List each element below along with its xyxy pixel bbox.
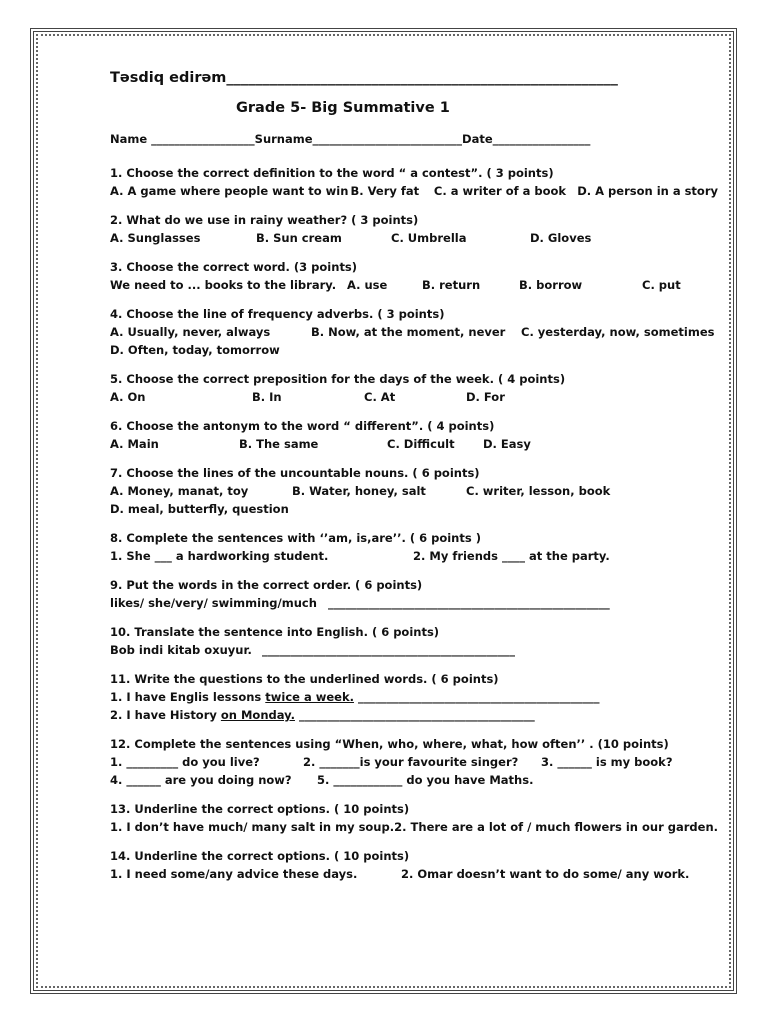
option-b: B. Very fat [350,184,420,198]
item-text: 2. I have History [110,708,221,722]
option-row [110,229,718,247]
option-row [110,323,718,341]
answer-blank[interactable]: _________________________________________________ [328,596,610,610]
option-a: A. use [347,278,388,292]
question-6 [110,417,718,453]
page-title: Grade 5- Big Summative 1 [236,100,450,116]
question-prompt: 10. Translate the sentence into English. ( 6 points) [110,625,440,639]
option-c: C. Difficult [387,437,455,451]
option-a: A. Sunglasses [110,231,201,245]
question-14 [110,847,718,883]
question-prompt: 7. Choose the lines of the uncountable nouns. ( 6 points) [110,466,480,480]
option-d: D. A person in a story [577,184,719,198]
worksheet [110,70,718,894]
question-3 [110,258,718,294]
item-5: 5. ____________ do you have Maths. [317,773,534,787]
question-7 [110,464,718,518]
item-row [110,547,718,565]
question-prompt: 8. Complete the sentences with ‘’am, is,are’’. ( 6 points ) [110,531,481,545]
option-row [110,482,718,500]
question-prompt: 12. Complete the sentences using “When, who, where, what, how often’’ . (10 points) [110,737,669,751]
question-prompt: 13. Underline the correct options. ( 10 points) [110,802,410,816]
question-11 [110,670,718,724]
question-12 [110,735,718,789]
option-b2: B. borrow [519,278,583,292]
question-1 [110,164,718,200]
answer-blank[interactable]: __________________________________________ [353,690,600,704]
question-5 [110,370,718,406]
question-4 [110,305,718,359]
option-row [110,182,718,200]
option-a: A. A game where people want to win [110,184,349,198]
question-prompt: 6. Choose the antonym to the word “ different”. ( 4 points) [110,419,495,433]
question-prompt: 1. Choose the correct definition to the word “ a contest”. ( 3 points) [110,166,554,180]
item-row-1 [110,753,718,771]
item-2 [110,706,718,724]
item-row [110,818,718,836]
item-row [110,865,718,883]
option-c: C. writer, lesson, book [466,484,611,498]
item-3: 3. ______ is my book? [541,755,673,769]
item-row-2 [110,771,718,789]
question-prompt: 3. Choose the correct word. (3 points) [110,260,358,274]
option-d: D. For [466,390,505,404]
option-row [110,388,718,406]
item-2: 2. _______is your favourite singer? [303,755,519,769]
item-1: 1. _________ do you live? [110,755,260,769]
question-prompt: 4. Choose the line of frequency adverbs. ( 3 points) [110,307,445,321]
option-b: B. The same [239,437,319,451]
answer-blank[interactable]: ____________________________________________ [262,643,515,657]
answer-blank[interactable]: _________________________________________ [294,708,535,722]
item-1: 1. I don’t have much/ many salt in my soup. [110,820,395,834]
option-a: A. Main [110,437,159,451]
option-a: A. On [110,390,146,404]
question-prompt: 11. Write the questions to the underlined words. ( 6 points) [110,672,499,686]
question-8 [110,529,718,565]
item-2: 2. There are a lot of / much flowers in our garden. [394,820,718,834]
question-prompt: 9. Put the words in the correct order. ( 6 points) [110,578,423,592]
item-1: 1. I need some/any advice these days. [110,867,358,881]
question-prompt: 5. Choose the correct preposition for the days of the week. ( 4 points) [110,372,566,386]
option-d: D. meal, butterfly, question [110,502,289,516]
question-stem: likes/ she/very/ swimming/much [110,596,317,610]
underlined-words: twice a week. [265,690,354,704]
approval-line: Təsdiq edirəm______________________________________________________ [110,70,618,86]
option-b: B. In [252,390,282,404]
item-text: 1. I have Englis lessons [110,690,266,704]
item-2: 2. My friends ____ at the party. [413,549,610,563]
question-stem: We need to ... books to the library. [110,278,337,292]
option-row [110,276,718,294]
underlined-words: on Monday. [220,708,295,722]
question-9 [110,576,718,612]
item-4: 4. ______ are you doing now? [110,773,292,787]
item-1 [110,688,718,706]
option-b: B. Now, at the moment, never [311,325,506,339]
option-b: B. Water, honey, salt [292,484,426,498]
question-13 [110,800,718,836]
option-row [110,435,718,453]
option-b: B. return [422,278,481,292]
question-2 [110,211,718,247]
option-b: B. Sun cream [256,231,342,245]
question-prompt: 14. Underline the correct options. ( 10 points) [110,849,410,863]
option-c: C. put [642,278,681,292]
item-row [110,641,718,659]
option-d: D. Gloves [530,231,592,245]
option-d: D. Often, today, tomorrow [110,343,280,357]
option-a: A. Money, manat, toy [110,484,249,498]
item-1: 1. She ___ a hardworking student. [110,549,329,563]
item-row [110,594,718,612]
option-c: C. Umbrella [391,231,467,245]
question-prompt: 2. What do we use in rainy weather? ( 3 points) [110,213,419,227]
question-stem: Bob indi kitab oxuyur. [110,643,252,657]
question-10 [110,623,718,659]
option-c: C. a writer of a book [433,184,567,198]
option-a: A. Usually, never, always [110,325,271,339]
item-2: 2. Omar doesn’t want to do some/ any work. [401,867,690,881]
option-d: D. Easy [483,437,531,451]
option-c: C. At [364,390,396,404]
student-info-line: Name __________________Surname__________________________Date_________________ [110,132,591,146]
option-c: C. yesterday, now, sometimes [521,325,715,339]
